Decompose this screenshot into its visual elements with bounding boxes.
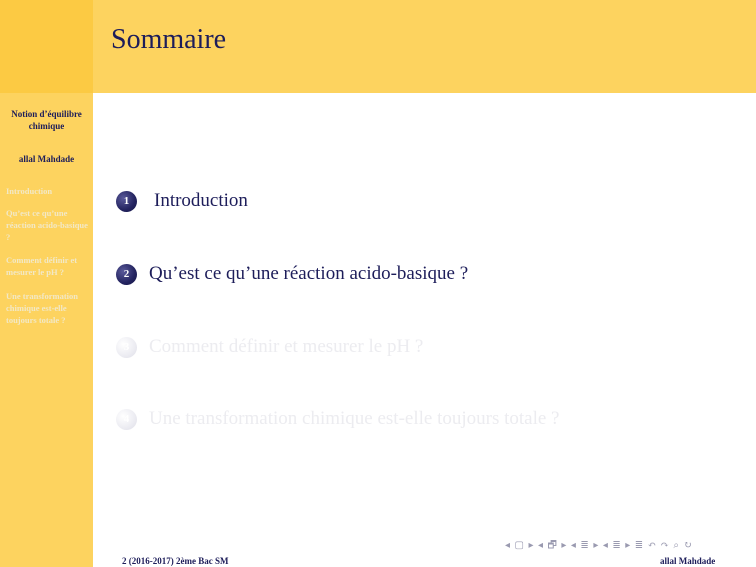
toc-ball-2: 2 (116, 264, 137, 285)
toc-label-3: Comment définir et mesurer le pH ? (149, 336, 424, 357)
footer-date-class: 2 (2016-2017) 2ème Bac SM (122, 556, 229, 566)
sidebar-section-transformation[interactable]: Une transformation chimique est-elle toujours totale ? (6, 291, 79, 325)
sidebar-presentation-title[interactable]: Notion d’équilibre chimique (11, 109, 82, 131)
footer-author: allal Mahdade (660, 556, 716, 566)
sidebar-section-acido-basique[interactable]: Qu’est ce qu’une réaction acido-basique ? (6, 208, 88, 242)
toc-ball-4: 4 (116, 409, 137, 430)
sidebar-section-ph[interactable]: Comment définir et mesurer le pH ? (6, 255, 78, 277)
toc-item-4[interactable] (116, 408, 560, 430)
frame-title: Sommaire (111, 24, 227, 55)
toc-label-1: Introduction (154, 190, 248, 211)
navigation-controls[interactable]: ◂ ▢ ▸ ◂ 🗗 ▸ ◂ ≣ ▸ ◂ ≣ ▸ ≣ ↶ ↷ ⌕ ↻ (505, 540, 693, 551)
toc-label-2: Qu’est ce qu’une réaction acido-basique ? (149, 263, 469, 284)
toc-item-3[interactable] (116, 336, 423, 358)
toc-ball-1: 1 (116, 191, 137, 212)
sidebar-author[interactable]: allal Mahdade (18, 154, 75, 164)
sidebar-top-block (0, 0, 93, 93)
toc-item-1[interactable] (116, 190, 248, 212)
toc-label-4: Une transformation chimique est-elle toujours totale ? (149, 408, 560, 429)
toc-item-2[interactable] (116, 263, 468, 285)
sidebar-section-introduction[interactable]: Introduction (6, 186, 53, 196)
toc-ball-3: 3 (116, 337, 137, 358)
